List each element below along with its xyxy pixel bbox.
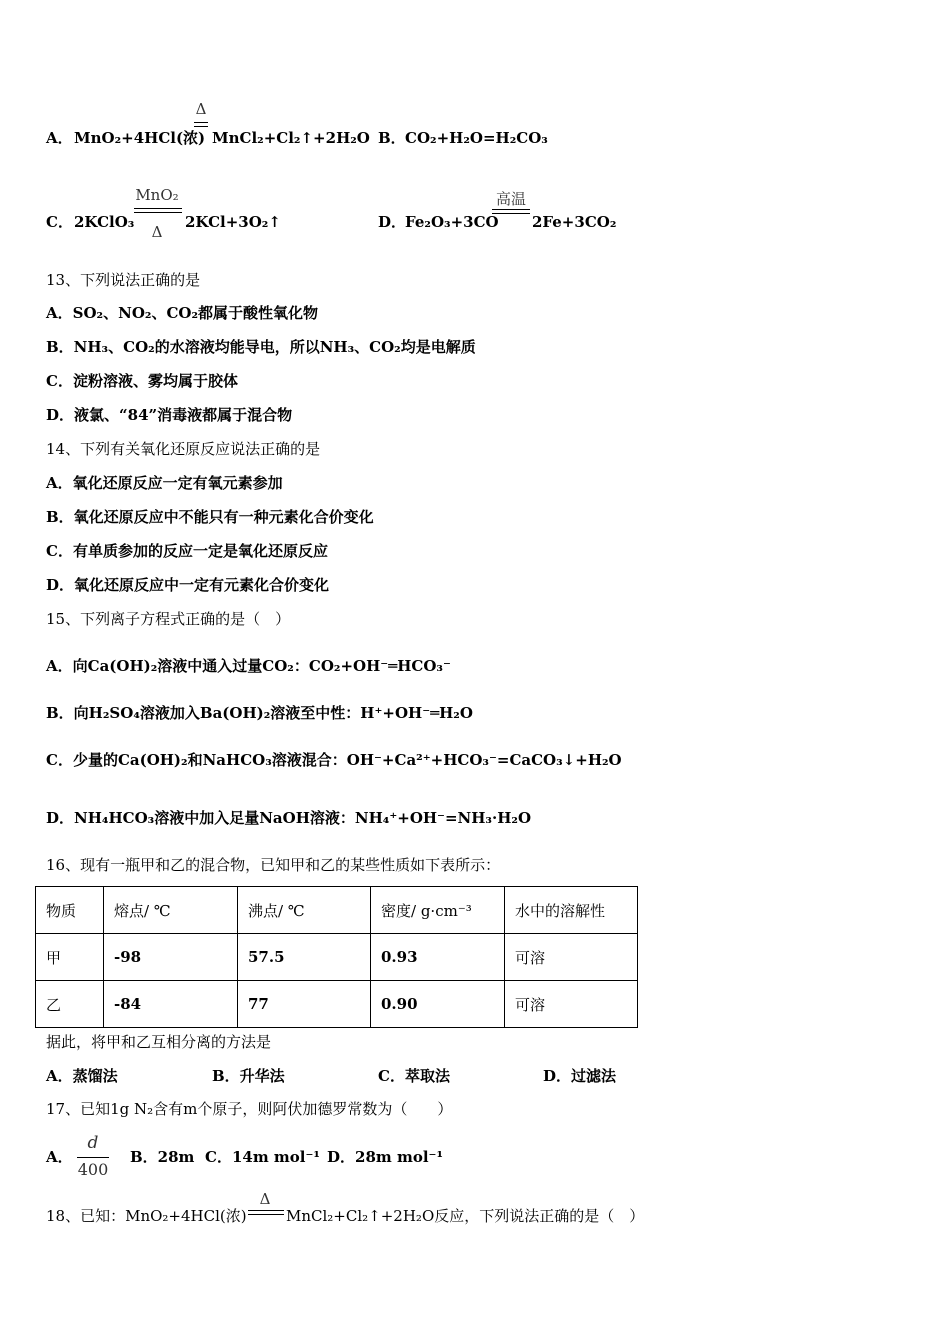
q17-option-a-denominator: 400 [77,1160,109,1179]
table-cell: -84 [104,981,238,1028]
q12-option-c-right: 2KCl+3O₂↑ [185,213,281,231]
q16-stem: 16、现有一瓶甲和乙的混合物，已知甲和乙的某些性质如下表所示： [46,856,501,874]
q14-option-a: A．氧化还原反应一定有氧元素参加 [46,474,283,492]
q12-option-d-label: D． [378,213,407,231]
q15-option-b: B．向H₂SO₄溶液加入Ba(OH)₂溶液至中性：H⁺+OH⁻═H₂O [46,704,473,722]
q17-option-a-label: A． [46,1148,73,1166]
q15-option-a: A．向Ca(OH)₂溶液中通入过量CO₂：CO₂+OH⁻═HCO₃⁻ [46,657,451,675]
table-header-row [36,887,638,934]
table-cell: 可溶 [505,934,638,981]
q13-option-a: A．SO₂、NO₂、CO₂都属于酸性氧化物 [46,304,319,322]
q12-option-d-double-bar [492,209,530,214]
q18-double-bar [248,1210,284,1215]
q17-option-d: D．28m mol⁻¹ [327,1148,444,1166]
q12-option-d-right: 2Fe+3CO₂ [532,213,617,231]
table-header-cell: 密度/ g·cm⁻³ [371,887,505,934]
q13-option-d: D．液氯、“84”消毒液都属于混合物 [46,406,293,424]
q14-option-c: C．有单质参加的反应一定是氧化还原反应 [46,542,328,560]
q13-option-c: C．淀粉溶液、雾均属于胶体 [46,372,238,390]
q17-option-b: B．28m [130,1148,195,1166]
table-row [36,934,638,981]
q15-stem: 15、下列离子方程式正确的是（ ） [46,610,291,628]
q18-stem-suffix: MnCl₂+Cl₂↑+2H₂O反应，下列说法正确的是（ ） [286,1207,645,1225]
q15-option-c: C．少量的Ca(OH)₂和NaHCO₃溶液混合：OH⁻+Ca²⁺+HCO₃⁻=CaCO₃↓+H₂O [46,751,622,769]
q12-option-c-left: 2KClO₃ [74,213,135,231]
table-cell: 乙 [36,981,104,1028]
q12-option-a-right: MnCl₂+Cl₂↑+2H₂O [212,129,370,147]
q15-option-d: D．NH₄HCO₃溶液中加入足量NaOH溶液：NH₄⁺+OH⁻=NH₃·H₂O [46,809,532,827]
q12-option-a-condition: Δ [195,100,207,118]
q12-option-b-equation: CO₂+H₂O=H₂CO₃ [405,129,548,147]
q12-option-c-catalyst: MnO₂ [135,186,179,204]
table-cell: 甲 [36,934,104,981]
q12-option-c-double-bar [134,208,182,213]
table-header-cell: 水中的溶解性 [505,887,638,934]
q14-option-b: B．氧化还原反应中不能只有一种元素化合价变化 [46,508,374,526]
q13-stem: 13、下列说法正确的是 [46,271,201,289]
q12-option-b-label: B． [378,129,406,147]
q16-option-b: B．升华法 [212,1067,285,1085]
q17-fraction-bar [77,1157,109,1158]
table-row [36,981,638,1028]
table-header-cell: 物质 [36,887,104,934]
q12-option-a-double-bar [194,122,208,127]
q16-after-text: 据此，将甲和乙互相分离的方法是 [46,1033,272,1051]
q12-option-c-heat: Δ [151,223,163,241]
q12-option-c-label: C． [46,213,73,231]
q18-condition: Δ [259,1190,271,1208]
table-cell: -98 [104,934,238,981]
q17-stem: 17、已知1g N₂含有m个原子，则阿伏加德罗常数为（ ） [46,1100,453,1118]
q17-option-c: C．14m mol⁻¹ [205,1148,320,1166]
q12-option-d-left: Fe₂O₃+3CO [405,213,499,231]
q16-option-c: C．萃取法 [378,1067,450,1085]
q12-option-a-left: MnO₂+4HCl(浓) [74,129,206,147]
q16-properties-table [35,886,638,1028]
table-cell: 0.90 [371,981,505,1028]
table-header-cell: 熔点/ ℃ [104,887,238,934]
table-cell: 0.93 [371,934,505,981]
q12-option-d-condition: 高温 [495,190,526,208]
q12-option-a-label: A． [46,129,73,147]
table-header-cell: 沸点/ ℃ [238,887,371,934]
table-cell: 可溶 [505,981,638,1028]
q14-option-d: D．氧化还原反应中一定有元素化合价变化 [46,576,330,594]
q18-stem-prefix: 18、已知：MnO₂+4HCl(浓) [46,1207,247,1225]
q16-option-a: A．蒸馏法 [46,1067,118,1085]
q16-option-d: D．过滤法 [543,1067,617,1085]
q14-stem: 14、下列有关氧化还原反应说法正确的是 [46,440,321,458]
table-cell: 57.5 [238,934,371,981]
table-cell: 77 [238,981,371,1028]
q17-option-a-numerator: d [87,1133,99,1153]
q13-option-b: B．NH₃、CO₂的水溶液均能导电，所以NH₃、CO₂均是电解质 [46,338,476,356]
